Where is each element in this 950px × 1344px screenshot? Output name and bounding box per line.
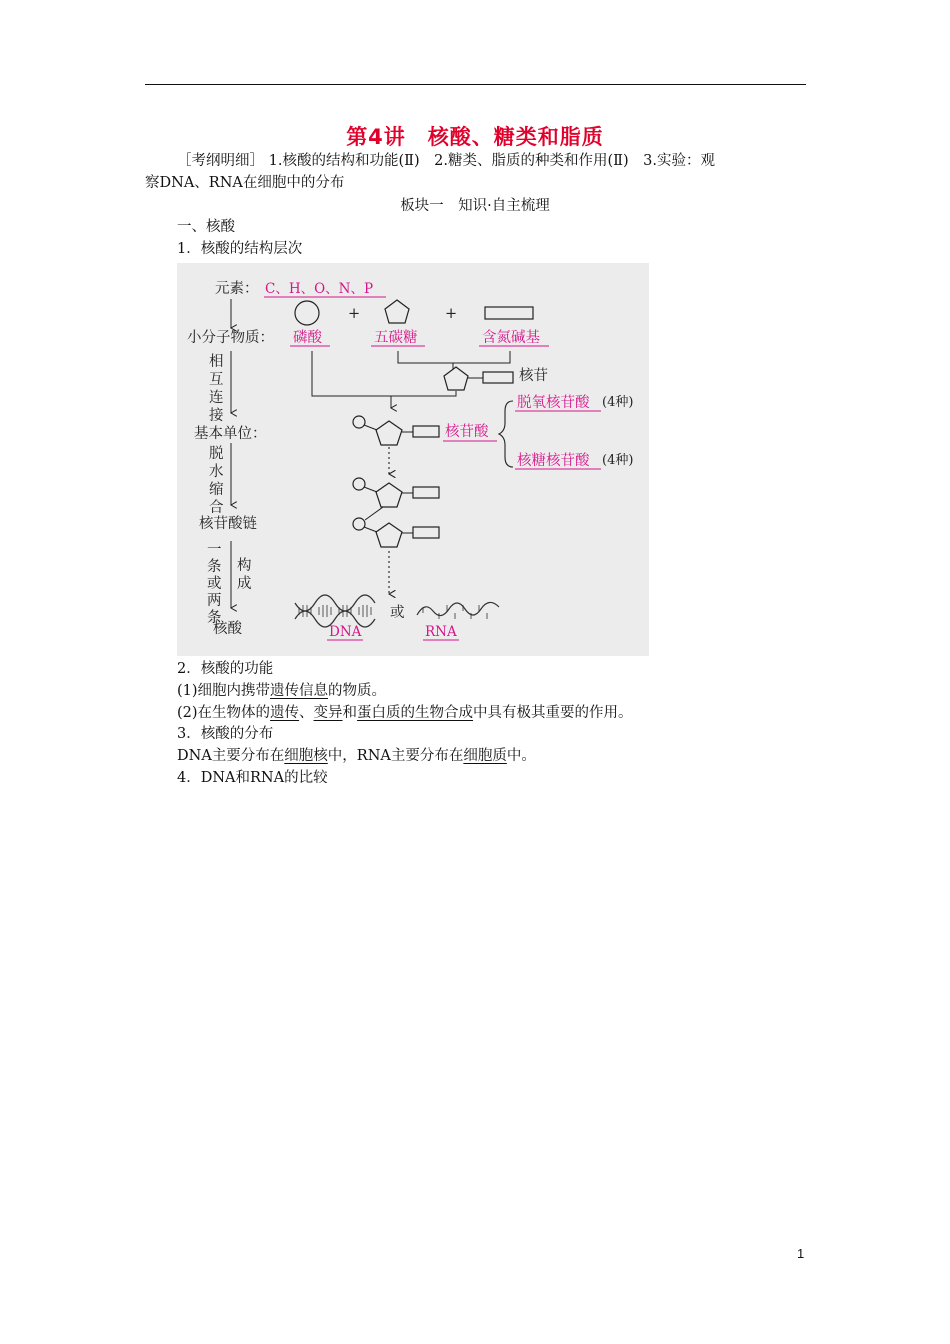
- outline-line1: ［考纲明细］ 1.核酸的结构和功能(Ⅱ) 2.糖类、脂质的种类和作用(Ⅱ) 3.实验：观: [177, 153, 715, 169]
- elements-value: C、H、O、N、P: [265, 281, 374, 297]
- outline-line2: 察DNA、RNA在细胞中的分布: [145, 175, 345, 191]
- function-2: [177, 703, 633, 723]
- chain-base-icon-2: [413, 527, 439, 538]
- unit-label: 基本单位：: [194, 426, 267, 442]
- chain-phosphate-icon-1: [353, 478, 365, 490]
- one-or-two-char-4: 两: [207, 593, 222, 609]
- distribution-text-a: DNA主要分布在: [177, 748, 285, 764]
- function-2-answer-1: 遗传: [270, 705, 300, 721]
- ribo-nucleotide-label: 核糖核苷酸: [517, 453, 590, 469]
- compose-char-1: 构: [237, 558, 252, 574]
- chain-phosphate-icon-2: [353, 518, 365, 530]
- nucleic-acid-structure-diagram: [177, 263, 649, 656]
- dna-helix-icon: [295, 595, 375, 627]
- distribution-text-c: 中。: [506, 748, 536, 764]
- or-label: 或: [390, 605, 405, 621]
- nucleotide-bond: [364, 425, 377, 430]
- nucleic-acid-label: 核酸: [213, 621, 242, 637]
- connect-char-4: 接: [209, 408, 224, 424]
- nucleotide-label: 核苷酸: [445, 424, 489, 440]
- nucleotide-phosphate-icon: [353, 416, 365, 428]
- function-2-answer-2: 变异: [313, 705, 343, 721]
- rna-label: RNA: [425, 624, 457, 640]
- ribo-kinds: (4种): [602, 453, 634, 468]
- base-label: 含氮碱基: [482, 330, 540, 346]
- chain-pentagon-icon-1: [376, 483, 402, 507]
- distribution: [177, 746, 536, 766]
- chain-pentagon-icon-2: [376, 523, 402, 547]
- brace: [499, 401, 513, 467]
- dehydrate-char-2: 水: [209, 464, 224, 480]
- item1-heading: 1．核酸的结构层次: [177, 241, 303, 257]
- chain-backbone: [365, 507, 383, 520]
- one-or-two-char-2: 条: [207, 559, 222, 575]
- phosphate-label: 磷酸: [293, 330, 322, 346]
- deoxy-kinds: (4种): [602, 395, 634, 410]
- one-or-two-char-3: 或: [207, 576, 222, 592]
- base-rectangle-icon: [485, 307, 533, 319]
- one-or-two-char-1: 一: [207, 542, 222, 558]
- compose-char-2: 成: [237, 576, 252, 592]
- dehydrate-char-1: 脱: [209, 446, 224, 462]
- page-title: 第4讲 核酸、糖类和脂质: [346, 125, 604, 149]
- plus-2: +: [445, 306, 458, 322]
- chain-base-icon-1: [413, 487, 439, 498]
- one-or-two-char-5: 条: [207, 610, 222, 626]
- phosphate-circle-icon: [295, 301, 319, 325]
- small-molecule-label: 小分子物质：: [187, 330, 274, 346]
- dehydrate-char-3: 缩: [209, 482, 224, 498]
- header-rule: [145, 84, 806, 85]
- plus-1: +: [348, 306, 361, 322]
- section-heading: 板块一 知识·自主梳理: [400, 198, 550, 214]
- elements-label: 元素：: [215, 281, 259, 297]
- item2-heading: 2．核酸的功能: [177, 661, 274, 677]
- rna-strand-icon: [417, 602, 499, 619]
- function-2-answer-3: 蛋白质的生物合成: [357, 705, 474, 721]
- function-2-text-b: 中具有极其重要的作用。: [473, 705, 633, 721]
- function-2-text-a: (2)在生物体的: [177, 705, 271, 721]
- sugar-base-connector: [398, 351, 510, 363]
- nucleotide-pentagon-icon: [376, 421, 402, 445]
- distribution-text-b: 中，RNA主要分布在: [327, 748, 464, 764]
- distribution-answer-1: 细胞核: [284, 748, 328, 764]
- function-2-sep-1: 、: [299, 705, 314, 721]
- phosphate-connector: [312, 351, 391, 396]
- nucleotide-base-icon: [413, 426, 439, 437]
- chain-label: 核苷酸链: [199, 516, 257, 532]
- part1-heading: 一、核酸: [177, 219, 235, 235]
- pentose-label: 五碳糖: [374, 330, 418, 346]
- dehydrate-char-4: 合: [209, 500, 224, 516]
- chain-bond-1: [364, 487, 377, 492]
- dna-label: DNA: [329, 624, 362, 640]
- nucleoside-base-icon: [483, 372, 513, 383]
- distribution-answer-2: 细胞质: [463, 748, 507, 764]
- nucleoside-pentagon-icon: [444, 367, 468, 390]
- function-1: [177, 681, 386, 701]
- diagram-svg: [177, 263, 649, 656]
- item4-heading: 4．DNA和RNA的比较: [177, 770, 328, 786]
- page-number: 1: [797, 1246, 805, 1261]
- connect-char-3: 连: [209, 390, 224, 406]
- function-1-answer: 遗传信息: [270, 683, 329, 699]
- item3-heading: 3．核酸的分布: [177, 726, 274, 742]
- function-1-text-b: 的物质。: [328, 683, 387, 699]
- function-2-sep-2: 和: [342, 705, 358, 721]
- connect-char-2: 互: [209, 372, 224, 388]
- pentose-pentagon-icon: [385, 300, 409, 323]
- deoxy-nucleotide-label: 脱氧核苷酸: [517, 395, 590, 411]
- function-1-text-a: (1)细胞内携带: [177, 683, 271, 699]
- nucleoside-connector: [391, 391, 456, 408]
- connect-char-1: 相: [209, 354, 224, 370]
- chain-bond-2: [364, 527, 377, 532]
- nucleoside-label: 核苷: [519, 368, 548, 384]
